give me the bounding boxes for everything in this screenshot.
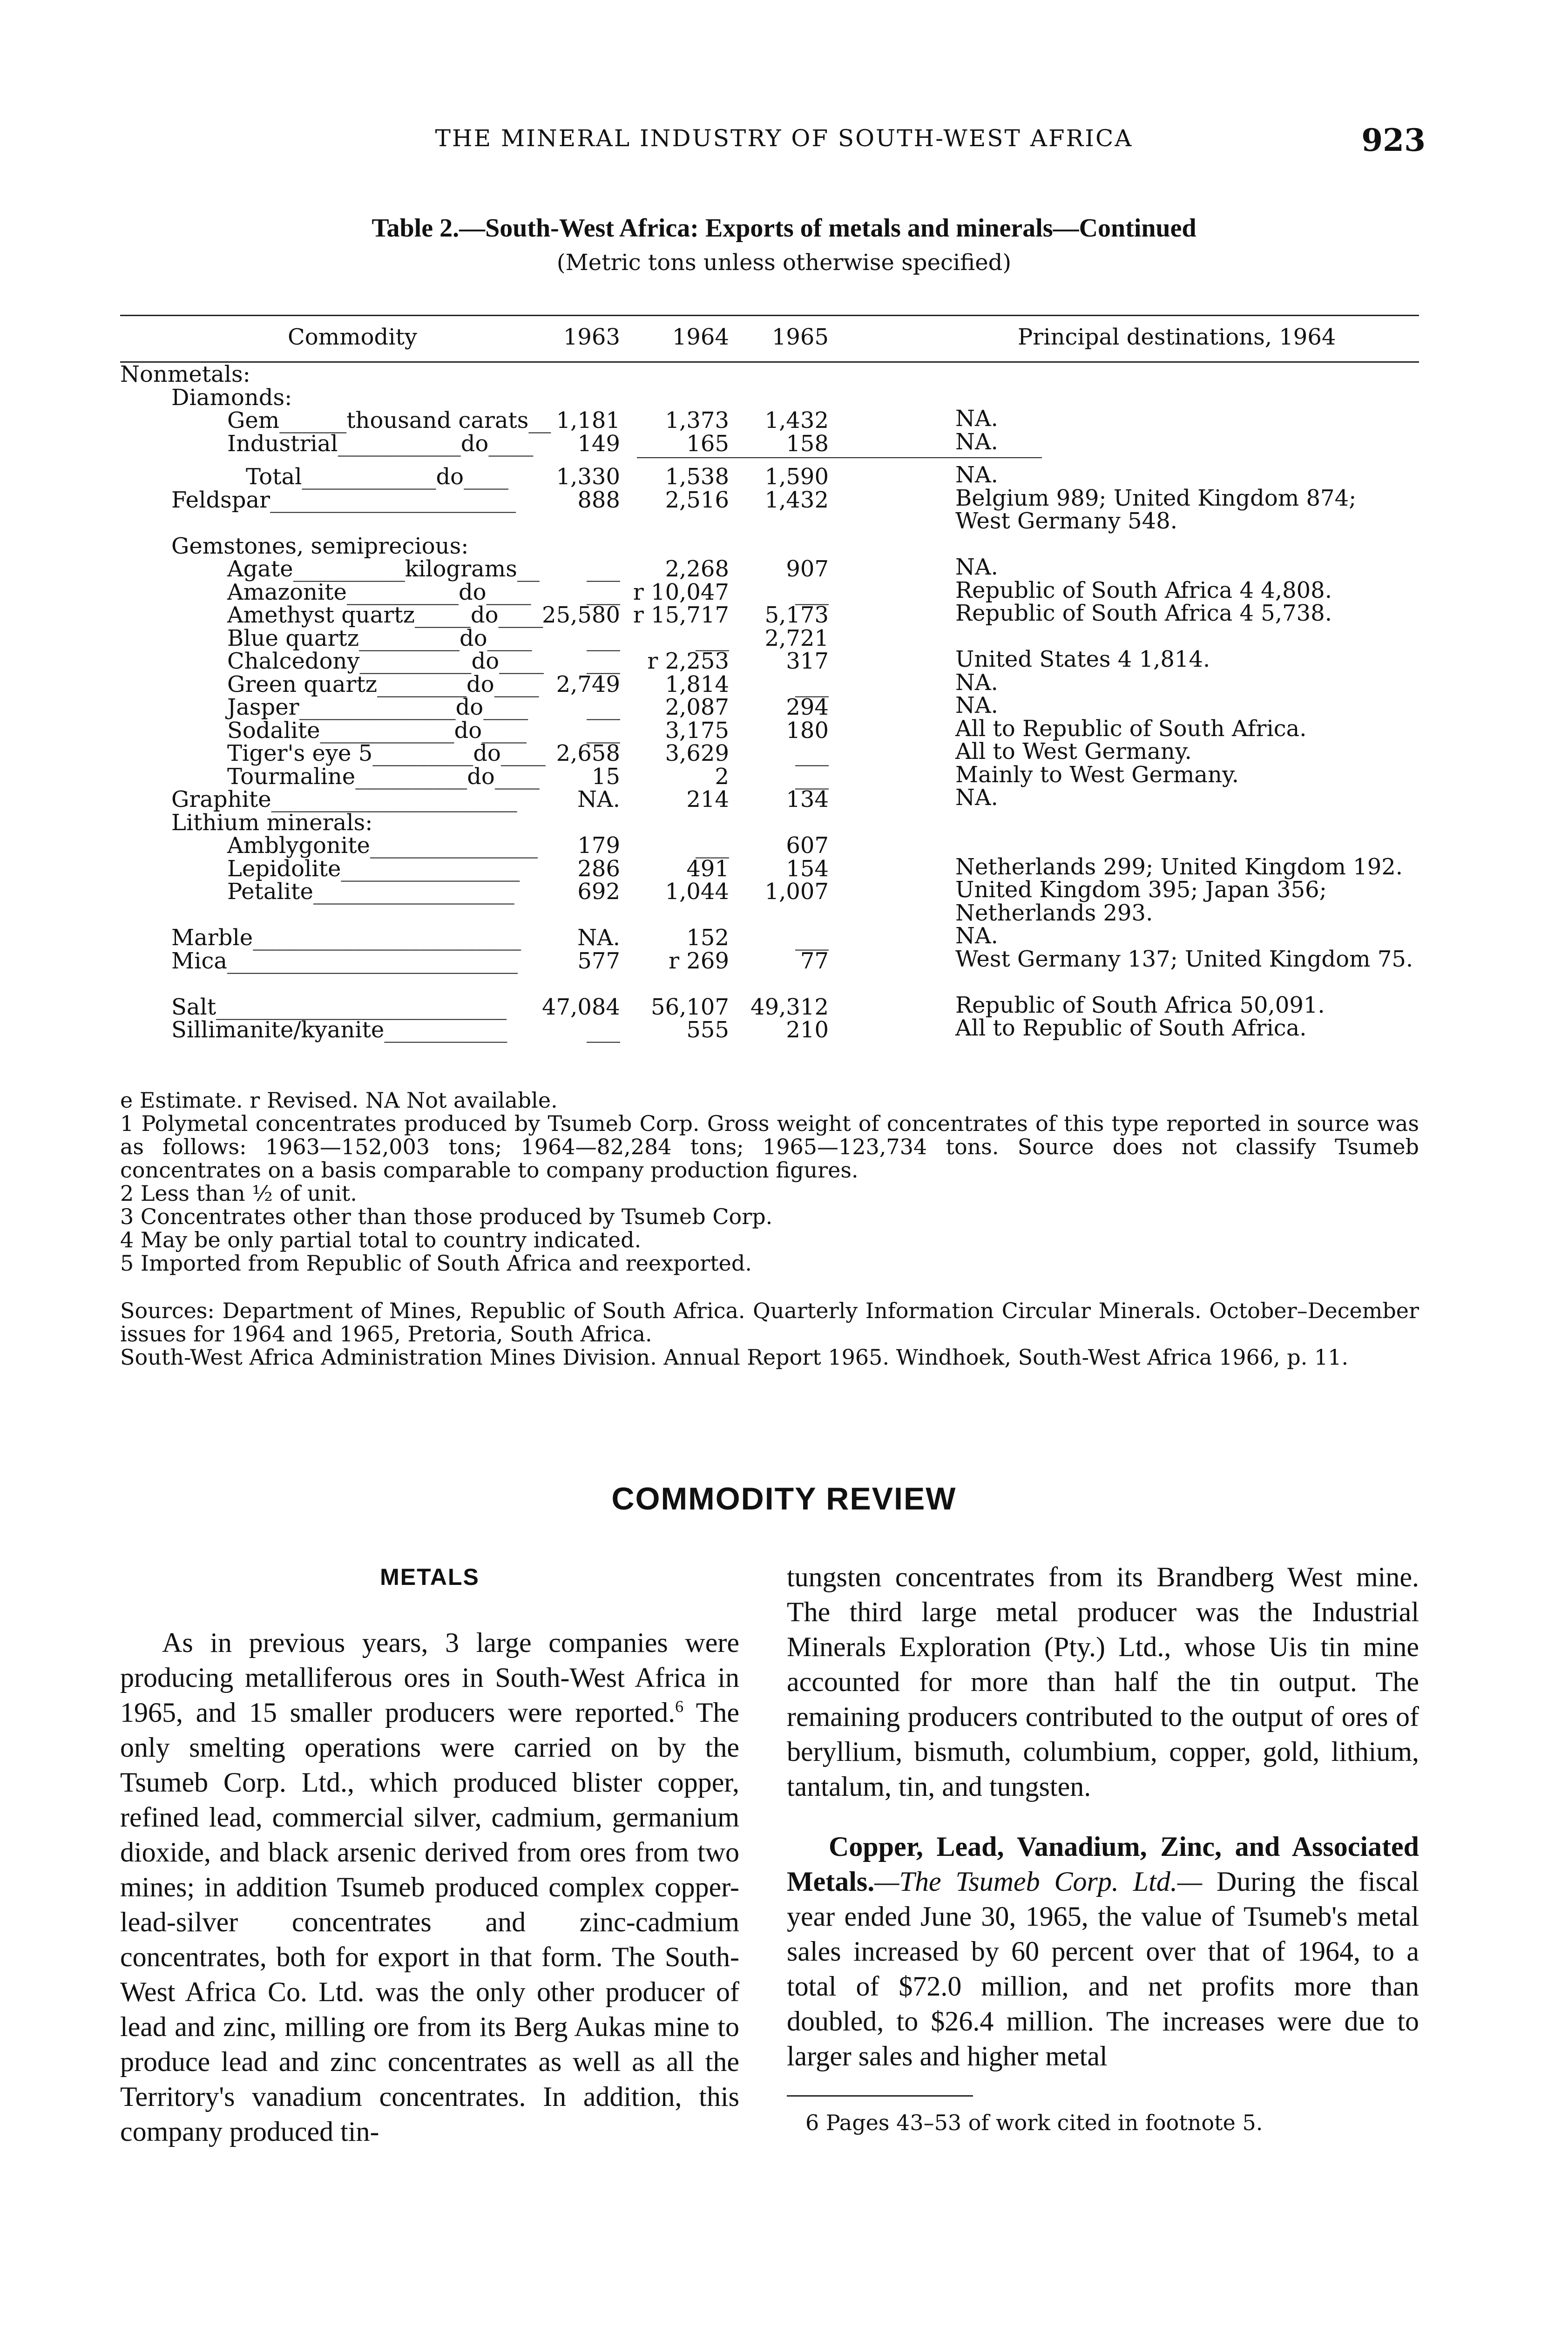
row-label: Gem______thousand carats__ <box>227 407 551 433</box>
cell-1963: 2,749 <box>556 671 620 697</box>
cell-1963: NA. <box>577 786 620 812</box>
table-header <box>120 315 1419 361</box>
table-row <box>120 832 1419 859</box>
cell-destination: All to Republic of South Africa. <box>955 715 1307 742</box>
cell-1965: 2,721 <box>764 625 829 651</box>
cell-1964: 2,087 <box>665 694 729 720</box>
row-label: Mica__________________________ <box>171 947 518 974</box>
row-label: Jasper______________do____ <box>227 694 528 720</box>
col-1964: 1964 <box>672 324 729 350</box>
table-row <box>120 992 1419 1020</box>
cell-destination: Republic of South Africa 50,091. <box>955 992 1325 1018</box>
table-row <box>120 487 1419 533</box>
table-row <box>120 786 1419 810</box>
cell-1964: 2 <box>715 763 729 790</box>
cell-1964: ___ <box>696 625 729 651</box>
cell-1964: ___ <box>696 832 729 859</box>
table-subtitle: (Metric tons unless otherwise specified) <box>556 250 1012 276</box>
cell-1964: 2,268 <box>665 556 729 582</box>
cell-1964: 3,629 <box>665 740 729 766</box>
cell-1965: 607 <box>786 832 829 859</box>
right-column <box>787 1560 1419 2135</box>
cell-destination: United States 4 1,814. <box>955 646 1210 672</box>
cell-1965: 1,007 <box>764 879 829 905</box>
row-label: Amethyst quartz_____do____ <box>227 602 543 628</box>
table-row <box>120 671 1419 695</box>
footnote-rule <box>787 2095 973 2097</box>
cell-1964: 214 <box>686 786 729 812</box>
cell-destination: Republic of South Africa 4 4,808. <box>955 577 1332 603</box>
row-label: Sillimanite/kyanite___________ <box>171 1017 507 1043</box>
cell-destination: NA. <box>955 554 998 580</box>
row-label: Marble________________________ <box>171 925 521 951</box>
cell-1965: 210 <box>786 1017 829 1043</box>
table-row <box>120 462 1419 490</box>
table-row <box>120 407 1419 431</box>
cell-destination: Netherlands 299; United Kingdom 192. <box>955 853 1403 880</box>
row-label: Blue quartz_________do____ <box>227 625 532 651</box>
table-row <box>120 879 1419 925</box>
table-row <box>120 384 1419 411</box>
cell-1964: r 269 <box>669 947 729 974</box>
cell-1964: 56,107 <box>651 994 729 1020</box>
row-label: Tourmaline__________do____ <box>227 763 540 790</box>
table-row <box>120 1015 1419 1043</box>
cell-1965: ___ <box>795 671 829 697</box>
cell-1965: 77 <box>800 947 829 974</box>
cell-1963: 15 <box>591 763 620 790</box>
source-1: Sources: Department of Mines, Republic of South Africa. Quarterly Information Circular Minerals. October–December issues for 1964 and 1965, Pretoria, South Africa. <box>120 1298 1419 1347</box>
row-label: Amblygonite_______________ <box>227 832 538 859</box>
row-label: Industrial___________do____ <box>227 430 534 457</box>
table-row <box>120 577 1419 605</box>
cell-destination: Belgium 989; United Kingdom 874; West Germany 548. <box>955 485 1357 534</box>
table-row <box>120 692 1419 720</box>
table-body <box>120 361 1419 1043</box>
table-row <box>120 600 1419 628</box>
cell-1964: 3,175 <box>665 717 729 744</box>
cell-1964: r 2,253 <box>647 648 729 674</box>
cell-1964: 152 <box>686 925 729 951</box>
row-label: Amazonite__________do____ <box>227 579 531 605</box>
cell-1964: 1,373 <box>665 407 729 433</box>
cell-destination: NA. <box>955 669 998 696</box>
subtotal-rule <box>637 457 1042 458</box>
metals-subhead: METALS <box>380 1564 480 1590</box>
cell-1965: 907 <box>786 556 829 582</box>
cell-1964: 2,516 <box>665 487 729 513</box>
cell-1964: 1,538 <box>665 464 729 490</box>
cell-1964: 165 <box>686 430 729 457</box>
cell-1965: 154 <box>786 855 829 882</box>
table-row <box>120 428 1419 457</box>
cell-1963: 692 <box>577 879 620 905</box>
cell-1963: 25,580 <box>542 602 620 628</box>
cell-1963: 577 <box>577 947 620 974</box>
col-commodity: Commodity <box>288 324 418 350</box>
left-column <box>120 1560 739 2149</box>
source-2: South-West Africa Administration Mines Division. Annual Report 1965. Windhoek, South-West Africa 1966, p. 11. <box>120 1345 1349 1370</box>
table-row <box>120 715 1419 744</box>
cell-1963: 1,330 <box>556 464 620 490</box>
table-row <box>120 923 1419 951</box>
row-label: Diamonds: <box>171 384 292 411</box>
page-number: 923 <box>1361 122 1426 158</box>
running-head: THE MINERAL INDUSTRY OF SOUTH-WEST AFRICA <box>435 125 1133 152</box>
cell-1963: 179 <box>577 832 620 859</box>
col-1965: 1965 <box>771 324 829 350</box>
cell-destination: NA. <box>955 428 998 455</box>
cell-1964: 1,814 <box>665 671 729 697</box>
right-paragraph-1: tungsten concentrates from its Brandberg West mine. The third large metal producer was the Industrial Minerals Exploration (Pty.) Ltd., whose Uis tin mine accounted for more than half the tin output. The remaining producers contributed to the output of ores of beryllium, bismuth, columbium, copper, gold, lithium, tantalum, tin, and tungsten. <box>787 1562 1419 1802</box>
cell-destination: West Germany 137; United Kingdom 75. <box>955 946 1413 972</box>
cell-1963: 286 <box>577 855 620 882</box>
cell-destination: NA. <box>955 462 998 488</box>
cell-1963: ___ <box>587 648 620 674</box>
left-paragraph: As in previous years, 3 large companies were producing metalliferous ores in South-West Africa in 1965, and 15 smaller producers were reported.$^6$ The only smelting operations were carried on by the Tsumeb Corp. Ltd., which produced blister copper, refined lead, commercial silver, cadmium, germanium dioxide, and black arsenic derived from ores from two mines; in addition Tsumeb produced complex copper-lead-silver concentrates and zinc-cadmium concentrates, both for export in that form. The South-West Africa Co. Ltd. was the only other producer of lead and zinc, milling ore from its Berg Aukas mine to produce lead and zinc concentrates as well as all the Territory's vanadium concentrates. In addition, this company produced tin- <box>120 1627 739 2147</box>
cell-1963: ___ <box>587 556 620 582</box>
cell-1965: ___ <box>795 740 829 766</box>
footnote-5: 5 Imported from Republic of South Africa and reexported. <box>120 1251 752 1276</box>
cell-1963: 47,084 <box>542 994 620 1020</box>
cell-1963: 2,658 <box>556 740 620 766</box>
cell-destination: NA. <box>955 692 998 718</box>
cell-destination: United Kingdom 395; Japan 356; Netherlands 293. <box>955 877 1327 926</box>
cell-1965: 134 <box>786 786 829 812</box>
cell-1963: ___ <box>587 1017 620 1043</box>
cell-1964: 555 <box>686 1017 729 1043</box>
col-destinations: Principal destinations, 1964 <box>1018 324 1336 350</box>
cell-1964: r 15,717 <box>633 602 729 628</box>
table-row <box>120 853 1419 882</box>
col-1963: 1963 <box>563 324 620 350</box>
cell-1965: 5,173 <box>764 602 829 628</box>
row-label: Green quartz________do____ <box>227 671 539 697</box>
row-label: Total____________do____ <box>246 464 509 490</box>
row-label: Graphite______________________ <box>171 786 517 812</box>
footnote-legend: e Estimate. r Revised. NA Not available. <box>120 1088 558 1113</box>
cell-1965: 1,590 <box>764 464 829 490</box>
copper-heading: Copper, Lead, Vanadium, Zinc, and Associated Metals. <box>787 1831 1419 1897</box>
table-row <box>120 554 1419 582</box>
cell-destination: Mainly to West Germany. <box>955 761 1239 788</box>
table-footnotes <box>120 1089 1419 1275</box>
row-label: Feldspar______________________ <box>171 487 516 513</box>
row-label: Agate__________kilograms__ <box>227 556 540 582</box>
cell-destination: All to Republic of South Africa. <box>955 1015 1307 1041</box>
cell-1965: ___ <box>795 925 829 951</box>
cell-destination: Republic of South Africa 4 5,738. <box>955 600 1332 626</box>
cell-1965: 294 <box>786 694 829 720</box>
table-sources <box>120 1299 1419 1369</box>
cell-1965: 1,432 <box>764 407 829 433</box>
table-row <box>120 533 1419 559</box>
row-label: Chalcedony__________do____ <box>227 648 544 674</box>
cell-destination: NA. <box>955 923 998 949</box>
cell-1964: r 10,047 <box>633 579 729 605</box>
row-label: Tiger's eye 5_________do____ <box>227 740 546 766</box>
table-row <box>120 761 1419 790</box>
cell-1964: 1,044 <box>665 879 729 905</box>
cell-1965: 1,432 <box>764 487 829 513</box>
cell-1965: ___ <box>795 763 829 790</box>
section-title: COMMODITY REVIEW <box>611 1481 957 1516</box>
cell-1963: 149 <box>577 430 620 457</box>
cell-1963: ___ <box>587 717 620 744</box>
cell-1963: 1,181 <box>556 407 620 433</box>
cell-destination: NA. <box>955 406 998 432</box>
cell-1965: 49,312 <box>750 994 829 1020</box>
right-paragraph-2: Copper, Lead, Vanadium, Zinc, and Associated Metals.—The Tsumeb Corp. Ltd.— During the fiscal year ended June 30, 1965, the value of Tsumeb's metal sales increased by 60 percent over that of 1964, to a total of $72.0 million, and net profits more than doubled, to $26.4 million. The increases were due to larger sales and higher metal <box>787 1831 1419 2071</box>
row-label: Lepidolite________________ <box>227 855 520 882</box>
table-title: Table 2.—South-West Africa: Exports of metals and minerals—Continued <box>372 214 1196 243</box>
cell-1965: 158 <box>786 430 829 457</box>
row-label: Gemstones, semiprecious: <box>171 533 469 559</box>
table-row <box>120 948 1419 994</box>
cell-1963: NA. <box>577 925 620 951</box>
footnote-4: 4 May be only partial total to country indicated. <box>120 1227 642 1252</box>
table-row <box>120 646 1419 674</box>
table-row <box>120 809 1419 836</box>
cell-1963: 888 <box>577 487 620 513</box>
exports-table <box>120 315 1419 1043</box>
row-label: Sodalite____________do____ <box>227 717 527 744</box>
table-row <box>120 625 1419 649</box>
footnote-2: 2 Less than ½ of unit. <box>120 1181 357 1206</box>
cell-1965: 317 <box>786 648 829 674</box>
footnote-6: 6 Pages 43–53 of work cited in footnote 5. <box>805 2110 1263 2135</box>
cell-1963: ___ <box>587 625 620 651</box>
row-label: Salt__________________________ <box>171 994 507 1020</box>
cell-1963: ___ <box>587 579 620 605</box>
footnote-3: 3 Concentrates other than those produced by Tsumeb Corp. <box>120 1204 773 1229</box>
cell-destination: NA. <box>955 785 998 811</box>
row-label: Petalite__________________ <box>227 879 514 905</box>
cell-destination: All to West Germany. <box>955 738 1192 765</box>
table-row <box>120 740 1419 764</box>
cell-1963: ___ <box>587 694 620 720</box>
footnote-1: 1 Polymetal concentrates produced by Tsumeb Corp. Gross weight of concentrates of this type reported in source was as follows: 1963—152,003 tons; 1964—82,284 tons; 1965—123,734 tons. Source does not classify Tsumeb concentrates on a basis comparable to company production figures. <box>120 1111 1419 1183</box>
row-label: Nonmetals: <box>120 361 250 387</box>
cell-1965: ___ <box>795 579 829 605</box>
row-label: Lithium minerals: <box>171 809 373 836</box>
tsumeb-heading: —The Tsumeb Corp. Ltd.— <box>874 1866 1203 1897</box>
cell-1965: 180 <box>786 717 829 744</box>
table-row <box>120 361 1419 385</box>
cell-1964: 491 <box>686 855 729 882</box>
